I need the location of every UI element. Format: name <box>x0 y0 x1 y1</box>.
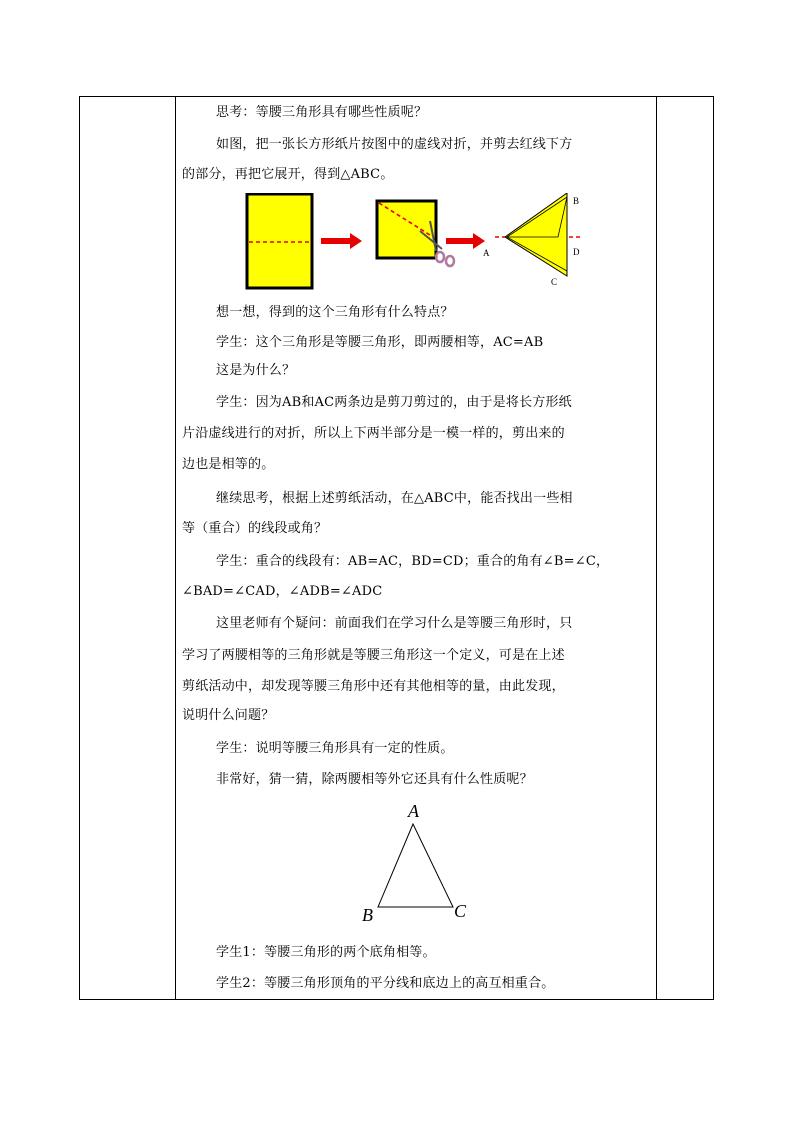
text-line: 继续思考，根据上述剪纸活动，在△ABC中，能否找出一些相 <box>216 491 573 506</box>
vertex-label-B: B <box>362 905 373 925</box>
text-line: 学生：说明等腰三角形具有一定的性质。 <box>216 741 454 756</box>
triangle-figure <box>362 801 482 929</box>
arrow-2-shaft <box>446 238 474 244</box>
text-line: 思考：等腰三角形具有哪些性质呢？ <box>216 105 428 120</box>
text-line: 学生2：等腰三角形顶角的平分线和底边上的高互相重合。 <box>216 976 555 991</box>
label-C: C <box>551 277 558 287</box>
text-line: 学生：因为AB和AC两条边是剪刀剪过的，由于是将长方形纸 <box>216 395 572 410</box>
text-line: 想一想，得到的这个三角形有什么特点？ <box>216 305 454 320</box>
unfolded-paper <box>247 194 312 288</box>
text-line: 如图，把一张长方形纸片按图中的虚线对折，并剪去红线下方 <box>216 137 573 152</box>
triangle-svg <box>362 801 482 925</box>
folded-paper <box>377 201 436 258</box>
text-line: 学生：这个三角形是等腰三角形，即两腰相等，AC=AB <box>216 335 544 350</box>
lesson-table <box>79 96 714 1000</box>
paper-folding-svg <box>240 193 590 297</box>
text-line: 片沿虚线进行的对折，所以上下两半部分是一模一样的，剪出来的 <box>182 426 565 441</box>
arrow-1-shaft <box>321 238 351 244</box>
table-column-divider-right <box>656 97 657 999</box>
text-line: 等（重合）的线段或角？ <box>182 521 328 536</box>
text-line: 非常好，猜一猜，除两腰相等外它还具有什么性质呢？ <box>216 772 533 787</box>
vertex-label-A: A <box>408 801 419 821</box>
text-line: 边也是相等的。 <box>182 457 275 472</box>
vertex-label-C: C <box>454 901 467 921</box>
text-line: 学习了两腰相等的三角形就是等腰三角形这一个定义，可是在上述 <box>182 648 565 663</box>
paper-folding-figure <box>240 193 590 301</box>
text-line: 这里老师有个疑问：前面我们在学习什么是等腰三角形时，只 <box>216 616 573 631</box>
text-line: 说明什么问题？ <box>182 708 275 723</box>
text-line: 这是为什么？ <box>216 363 296 378</box>
label-A: A <box>483 248 490 258</box>
triangle-abc <box>378 824 453 907</box>
text-line: 的部分，再把它展开，得到△ABC。 <box>182 167 394 182</box>
text-line: 学生1：等腰三角形的两个底角相等。 <box>216 945 436 960</box>
label-B: B <box>573 196 580 206</box>
text-line: 剪纸活动中，却发现等腰三角形中还有其他相等的量，由此发现， <box>182 679 565 694</box>
text-line: 学生：重合的线段有：AB=AC，BD=CD；重合的角有∠B=∠C， <box>216 554 610 569</box>
table-column-divider-left <box>175 97 176 999</box>
label-D: D <box>573 247 580 257</box>
text-line: ∠BAD=∠CAD，∠ADB=∠ADC <box>182 584 383 599</box>
